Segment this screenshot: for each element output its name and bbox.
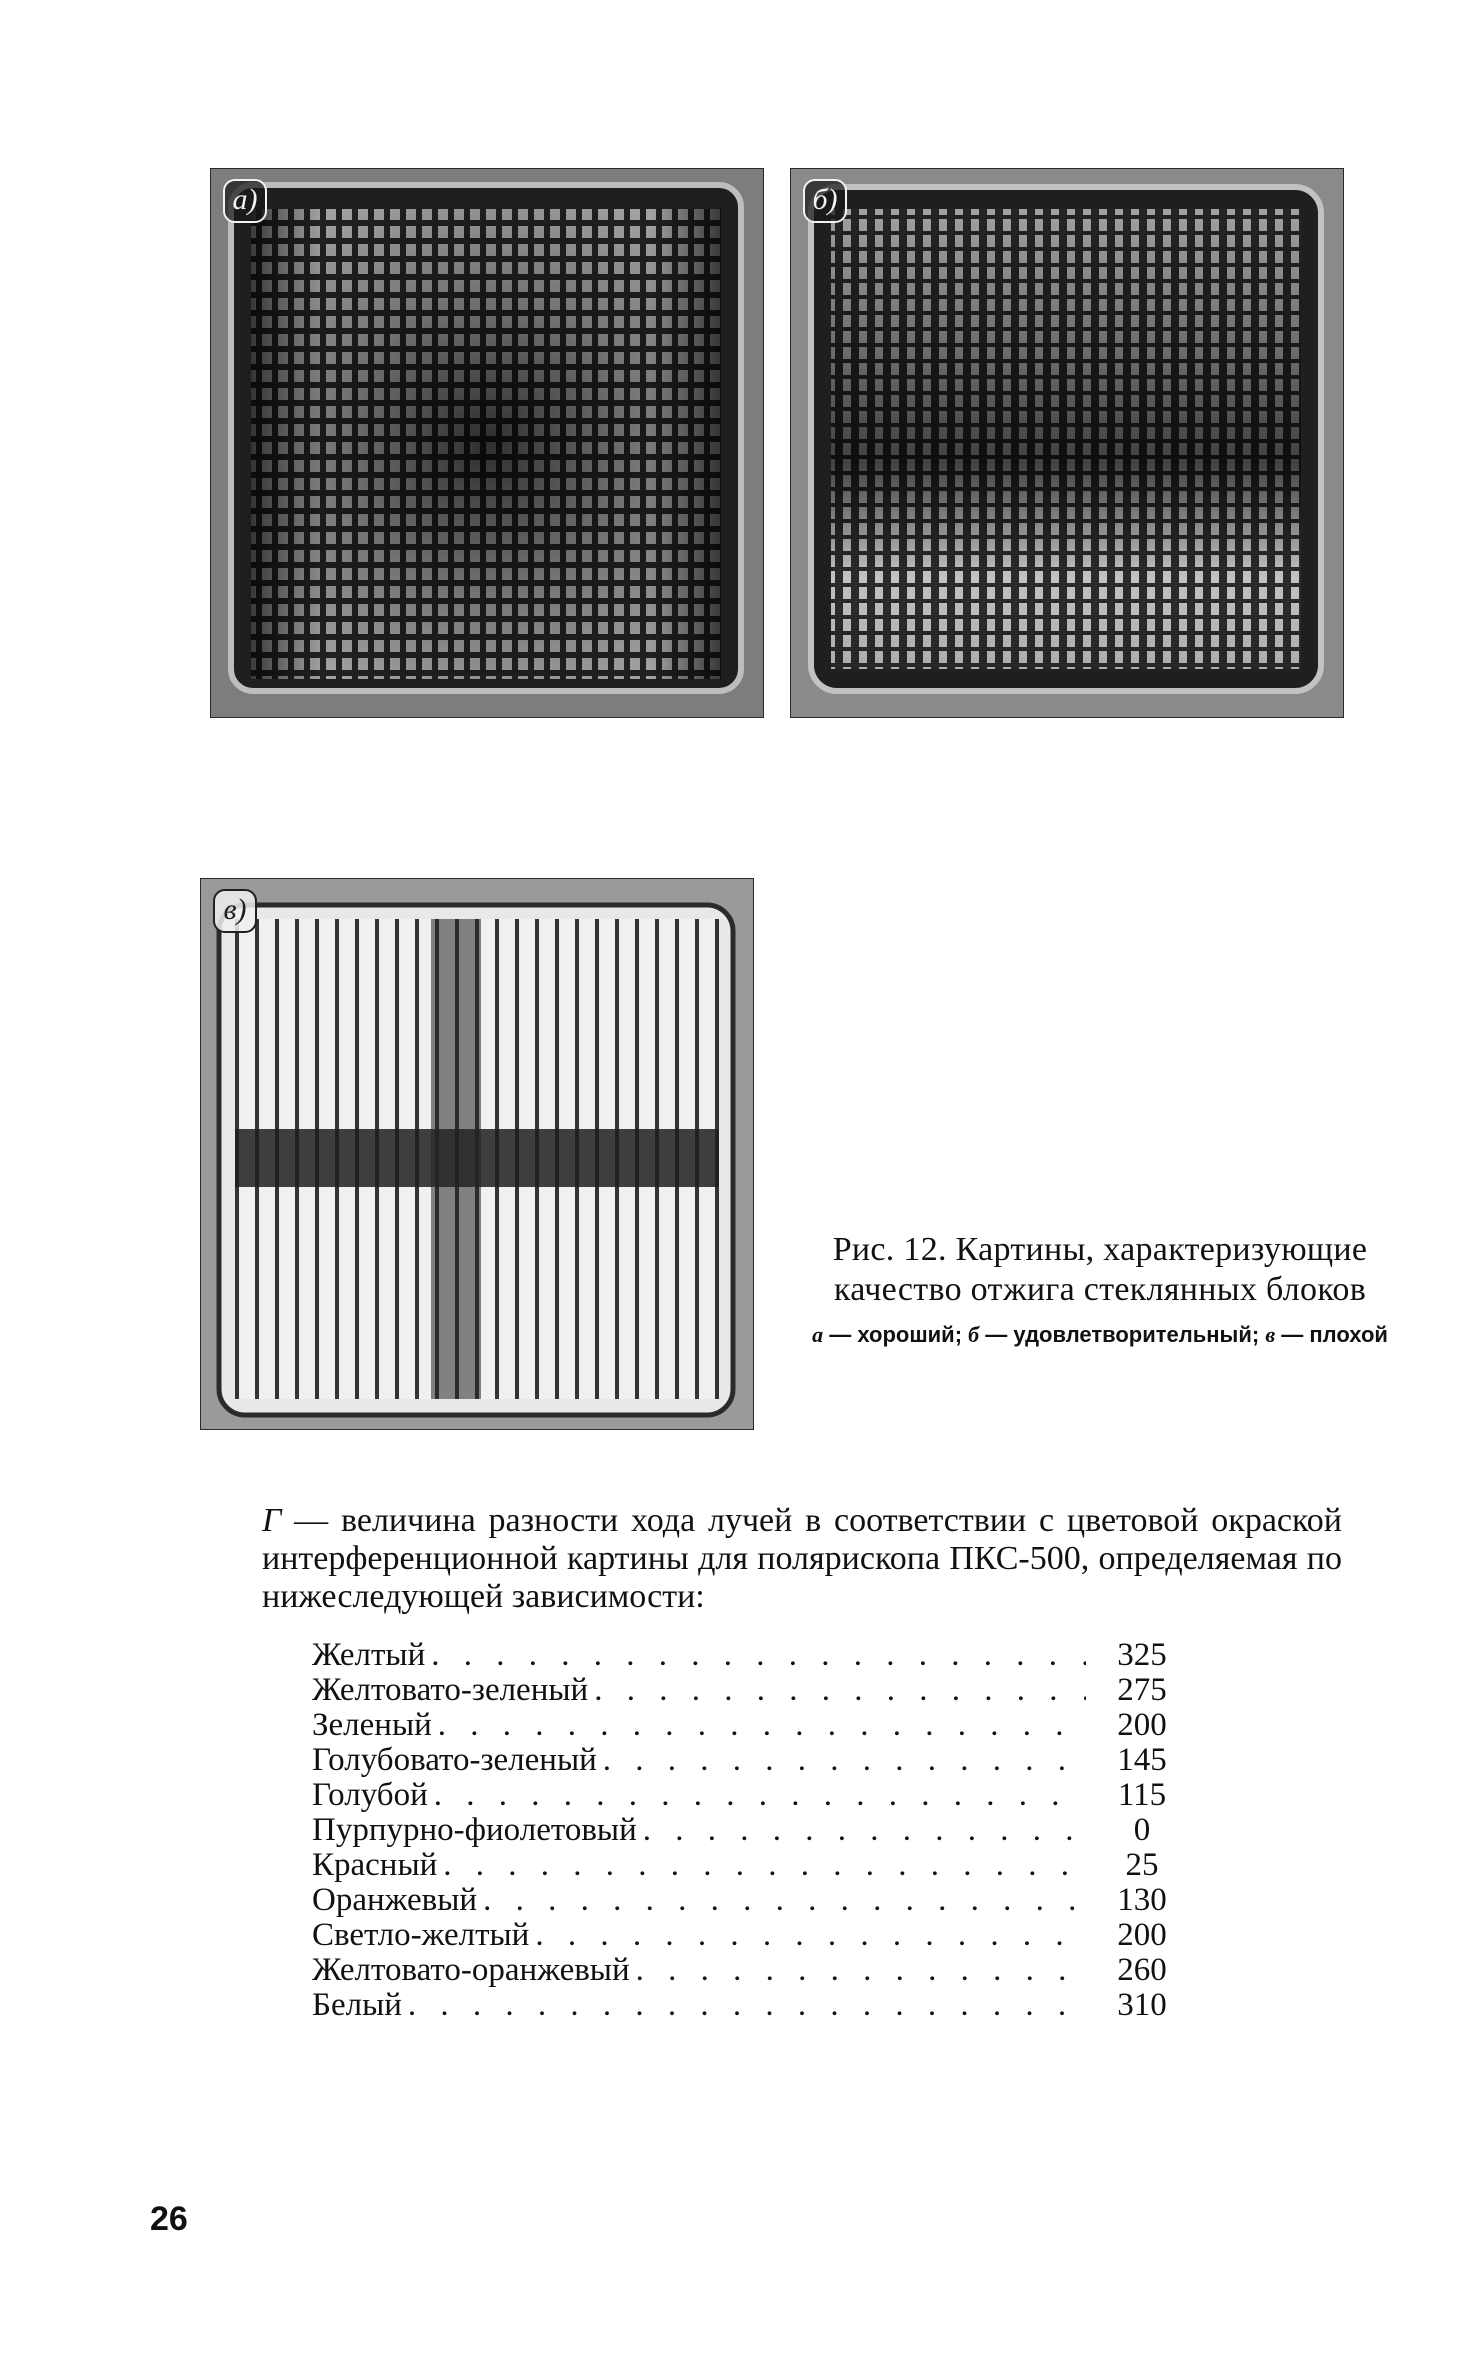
table-row [312, 1988, 1192, 2023]
caption-legend: а — хороший; б — удовлетворительный; в — плохой [812, 1322, 1388, 1347]
leader-dots [594, 1673, 1086, 1708]
color-name: Красный [312, 1847, 438, 1883]
variable-symbol: Г [262, 1502, 282, 1539]
annealing-photo-c [200, 878, 754, 1430]
annealing-photo-a [210, 168, 764, 718]
color-name: Пурпурно-фиолетовый [312, 1812, 637, 1848]
color-value: 200 [1117, 1917, 1167, 1953]
legend-text-a: хороший [857, 1322, 955, 1347]
leader-dots [643, 1813, 1086, 1848]
color-name: Зеленый [312, 1707, 432, 1743]
color-value: 145 [1117, 1742, 1167, 1778]
color-name: Желтовато-зеленый [312, 1672, 589, 1708]
legend-text-c: плохой [1309, 1322, 1388, 1347]
leader-dots [535, 1918, 1086, 1953]
table-row [312, 1708, 1192, 1743]
color-name: Желтовато-оранжевый [312, 1952, 630, 1988]
color-name: Желтый [312, 1637, 426, 1673]
color-name: Оранжевый [312, 1882, 478, 1918]
leader-dots [434, 1778, 1086, 1813]
table-row [312, 1673, 1192, 1708]
table-row [312, 1883, 1192, 1918]
leader-dots [636, 1953, 1086, 1988]
table-row [312, 1778, 1192, 1813]
color-value: 115 [1117, 1777, 1167, 1813]
interference-pattern-c [201, 879, 753, 1429]
legend-key-c: в [1265, 1322, 1276, 1347]
photo-label-b: б) [803, 179, 847, 223]
definition-paragraph: Г — величина разности хода лучей в соответствии с цветовой окраской интерференционной картины для полярископа ПКС-500, определяемая по нижеследующей зависимости: [262, 1502, 1342, 1615]
page-number: 26 [150, 2200, 188, 2238]
color-name: Светло-желтый [312, 1917, 530, 1953]
table-row [312, 1638, 1192, 1673]
leader-dots [603, 1743, 1086, 1778]
color-value: 325 [1117, 1637, 1167, 1673]
figure-caption [800, 1230, 1400, 1348]
color-name: Белый [312, 1987, 402, 2023]
table-row [312, 1743, 1192, 1778]
leader-dots [431, 1638, 1086, 1673]
leader-dots [483, 1883, 1086, 1918]
leader-dots [443, 1848, 1086, 1883]
color-value: 200 [1117, 1707, 1167, 1743]
annealing-photo-b [790, 168, 1344, 718]
leader-dots [408, 1988, 1086, 2023]
leader-dots [438, 1708, 1086, 1743]
color-value-table [312, 1638, 1192, 2023]
color-value: 130 [1117, 1882, 1167, 1918]
photo-label-a: а) [223, 179, 267, 223]
table-row [312, 1918, 1192, 1953]
color-value: 260 [1117, 1952, 1167, 1988]
table-row [312, 1848, 1192, 1883]
color-value: 0 [1133, 1812, 1151, 1848]
table-row [312, 1813, 1192, 1848]
interference-pattern-b [791, 169, 1343, 717]
table-row [312, 1953, 1192, 1988]
legend-text-b: удовлетворительный [1013, 1322, 1252, 1347]
interference-pattern-a [211, 169, 763, 717]
color-value: 275 [1117, 1672, 1167, 1708]
color-name: Голубой [312, 1777, 428, 1813]
legend-key-a: а [812, 1322, 824, 1347]
legend-key-b: б [968, 1322, 980, 1347]
color-name: Голубовато-зеленый [312, 1742, 597, 1778]
color-value: 25 [1125, 1847, 1159, 1883]
definition-text: величина разности хода лучей в соответствии с цветовой окраской интерференционной картины для полярископа ПКС-500, определяемая по нижеследующей зависимости: [262, 1502, 1342, 1615]
caption-title: Рис. 12. Картины, характеризующие качество отжига стеклянных блоков [832, 1231, 1368, 1308]
color-value: 310 [1117, 1987, 1167, 2023]
photo-label-c: в) [213, 889, 257, 933]
